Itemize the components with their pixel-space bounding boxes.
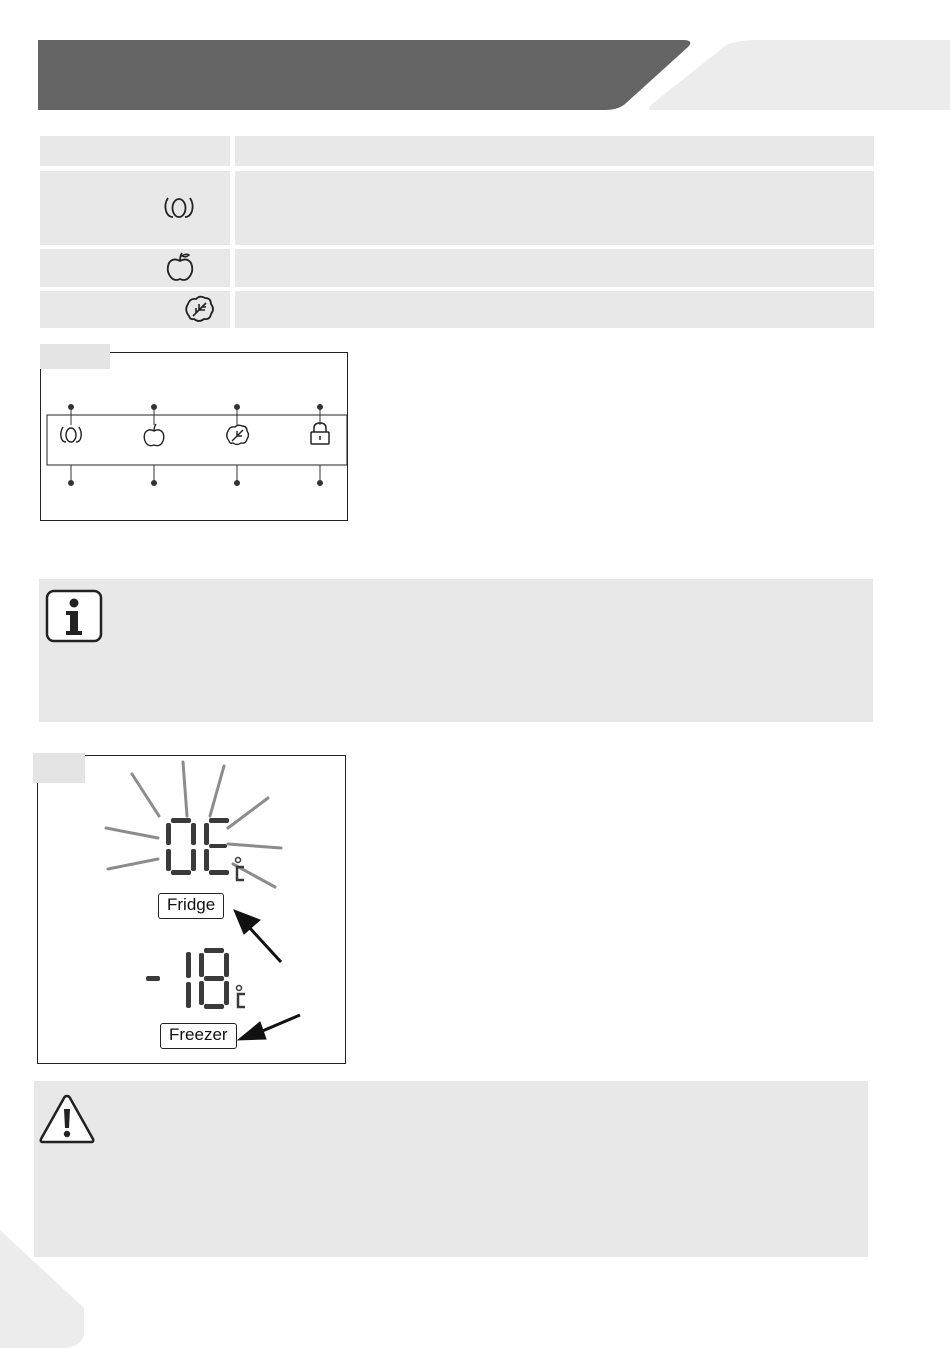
freezer-arrow xyxy=(238,1015,300,1040)
header-title-bar xyxy=(38,40,690,110)
apple-icon xyxy=(144,424,164,446)
display-figure-tab xyxy=(33,753,85,783)
warning-icon xyxy=(38,1093,96,1145)
lock-icon xyxy=(311,423,329,444)
fridge-arrow xyxy=(234,910,281,962)
info-icon xyxy=(45,589,103,643)
control-panel-figure-tab xyxy=(40,344,110,369)
table-row-fruit-desc xyxy=(235,249,874,287)
table-row-eggs-label xyxy=(40,171,230,245)
table-header-right xyxy=(235,136,874,166)
table-row-veg-desc xyxy=(235,291,874,328)
table-row-eggs-desc xyxy=(235,171,874,245)
header-section-tab xyxy=(649,40,950,110)
warning-note xyxy=(34,1081,868,1257)
display-figure xyxy=(37,755,346,1064)
info-note xyxy=(39,579,873,722)
freezer-label: Freezer xyxy=(160,1023,237,1049)
table-header-left xyxy=(40,136,230,166)
callout-lines xyxy=(69,405,323,486)
vegetable-icon xyxy=(227,425,249,444)
control-panel-figure xyxy=(40,352,348,521)
eggs-icon xyxy=(61,427,82,442)
eggs-icon xyxy=(162,195,196,221)
control-panel-diagram xyxy=(41,353,347,520)
fridge-label: Fridge xyxy=(158,893,224,919)
vegetable-icon xyxy=(183,294,215,324)
table-row-fruit-label xyxy=(40,249,230,287)
freezer-temperature-digits xyxy=(146,948,245,1009)
apple-icon xyxy=(165,251,195,283)
page-corner-tab xyxy=(0,1230,90,1348)
fridge-temperature-digits xyxy=(166,818,244,880)
page-header xyxy=(0,0,950,120)
control-panel-strip xyxy=(47,415,347,465)
table-row-veg-label xyxy=(40,291,230,328)
